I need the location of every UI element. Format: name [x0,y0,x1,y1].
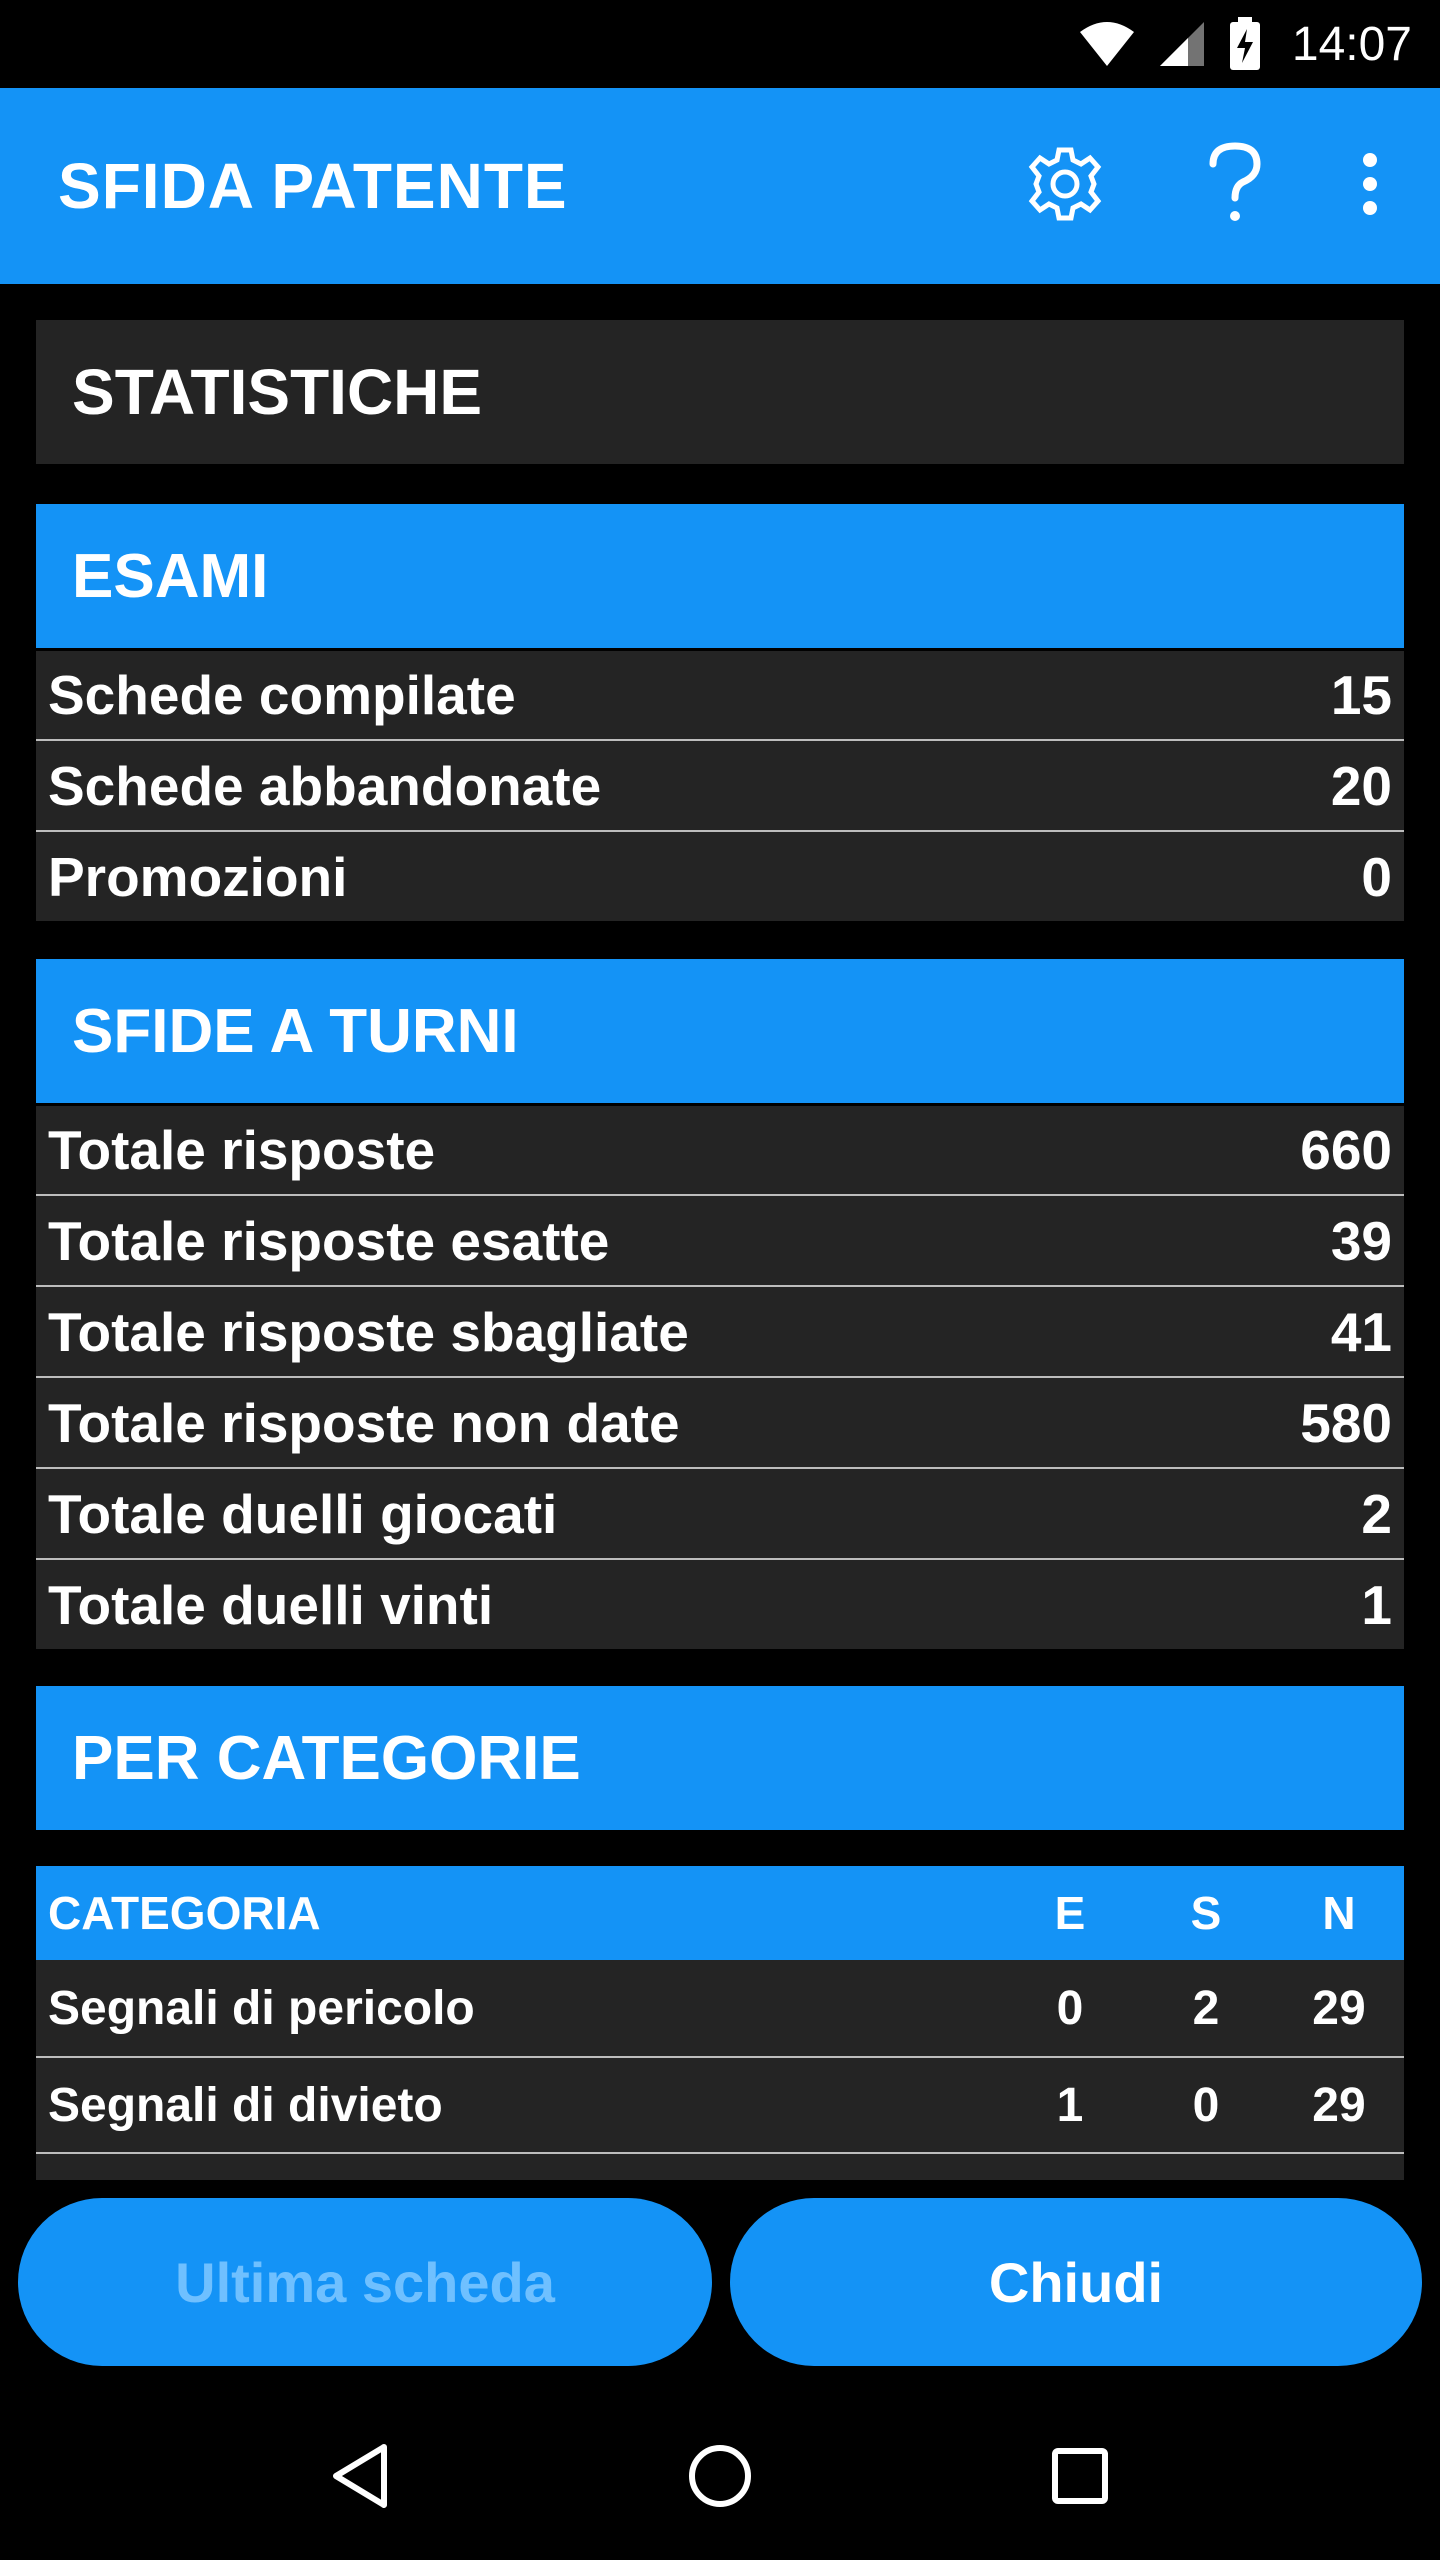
more-options-button[interactable] [1320,88,1420,284]
stat-row [36,1558,1404,1649]
settings-icon [1025,144,1105,229]
sfide-list [36,1103,1404,1649]
stat-value: 2 [1361,1482,1392,1545]
stat-row [36,1467,1404,1558]
more-vert-icon [1360,152,1380,221]
stat-row [36,1194,1404,1285]
category-n: 29 [1312,2078,1366,2132]
stat-row [36,1103,1404,1194]
stat-value: 41 [1330,1300,1392,1363]
recents-button[interactable] [1020,2418,1140,2538]
category-table [36,1866,1404,2180]
app-bar [0,88,1440,284]
stat-value: 580 [1300,1391,1392,1454]
category-s: 0 [1192,2078,1220,2132]
column-header-s: S [1190,1887,1222,1939]
last-sheet-button[interactable]: Ultima scheda [18,2198,712,2366]
table-row [36,1960,1404,2056]
status-bar [0,0,1440,88]
stat-value: 660 [1300,1119,1392,1181]
recents-icon [1050,2446,1110,2511]
stat-label: Totale duelli vinti [48,1573,494,1636]
stat-label: Schede compilate [48,664,516,726]
stat-label: Totale risposte [48,1119,436,1181]
battery-charging-icon [1228,17,1262,71]
stat-value: 39 [1330,1209,1392,1272]
stat-value: 1 [1361,1573,1392,1636]
column-header-n: N [1322,1887,1356,1939]
back-button[interactable] [300,2418,420,2538]
stat-row [36,1285,1404,1376]
stat-label: Totale risposte sbagliate [48,1300,689,1363]
home-icon [687,2443,753,2514]
category-n: 29 [1312,1981,1366,2035]
stat-label: Totale risposte esatte [48,1209,610,1272]
stat-label: Promozioni [48,845,348,908]
column-header-categoria: CATEGORIA [48,1887,321,1939]
help-icon [1207,142,1263,231]
stat-row [36,739,1404,830]
back-icon [328,2441,392,2516]
app-title: SFIDA PATENTE [58,150,568,222]
close-button[interactable]: Chiudi [730,2198,1422,2366]
category-s: 2 [1192,1981,1220,2035]
stat-label: Totale risposte non date [48,1391,680,1454]
category-e: 1 [1056,2078,1084,2132]
section-header-categorie: PER CATEGORIE [36,1686,1404,1830]
category-name: Segnali di pericolo [48,1981,475,2035]
stat-row [36,1376,1404,1467]
stat-value: 15 [1330,664,1392,726]
category-e: 0 [1056,1981,1084,2035]
category-name: Segnali di divieto [48,2078,443,2132]
column-header-e: E [1054,1887,1086,1939]
table-row-partial [36,2152,1404,2180]
section-header-sfide: SFIDE A TURNI [36,959,1404,1103]
help-button[interactable] [1150,88,1320,284]
cell-signal-icon [1158,20,1206,68]
esami-list [36,648,1404,921]
stat-value: 0 [1361,845,1392,908]
page-title: STATISTICHE [36,320,1404,464]
stat-row [36,830,1404,921]
status-time: 14:07 [1291,17,1412,71]
stat-label: Schede abbandonate [48,754,602,817]
stat-label: Totale duelli giocati [48,1482,558,1545]
navigation-bar [0,2396,1440,2560]
category-table-header [36,1866,1404,1960]
table-row [36,2056,1404,2152]
app-actions [980,88,1440,284]
home-button[interactable] [660,2418,780,2538]
stat-row [36,648,1404,739]
stat-value: 20 [1330,754,1392,817]
wifi-icon [1078,20,1136,68]
section-header-esami: ESAMI [36,504,1404,648]
stats-scroll-area[interactable] [36,284,1404,2180]
settings-button[interactable] [980,88,1150,284]
